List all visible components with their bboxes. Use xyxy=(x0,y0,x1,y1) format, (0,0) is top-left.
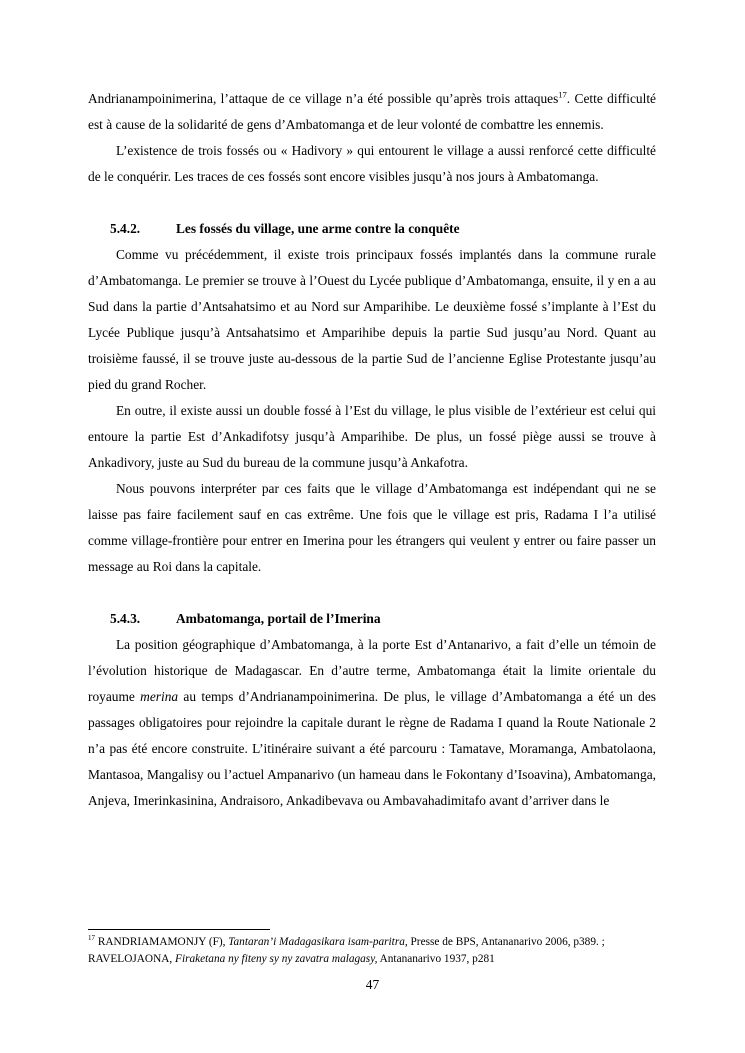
section-title: Les fossés du village, une arme contre la conquête xyxy=(176,221,460,236)
paragraph-text: La position géographique d’Ambatomanga, à la porte Est d’Antanarivo, a fait d’elle un témoin de l’évolution historique de Madagascar. En d’autre terme, Ambatomanga était la limite orientale du royaume xyxy=(88,637,656,704)
footnote-number: 17 xyxy=(88,934,95,943)
paragraph-intro xyxy=(88,86,656,138)
paragraph-text: Andrianampoinimerina, l’attaque de ce village n’a été possible qu’après trois attaques xyxy=(88,91,559,106)
footnote-title: Tantaran’i Madagasikara isam-paritra xyxy=(228,936,405,948)
page-number: 47 xyxy=(365,977,380,992)
footnote-title: Firaketana ny fiteny sy ny zavatra malagasy, xyxy=(175,953,378,965)
paragraph-text: . Cette difficulté est à cause de la solidarité de gens d’Ambatomanga et de leur volonté de combattre les ennemis. xyxy=(88,91,657,132)
paragraph-fosses-1: Comme vu précédemment, il existe trois principaux fossés implantés dans la commune rurale d’Ambatomanga. Le premier se trouve à l’Ouest du Lycée publique d’Ambatomanga, ensuite, il y en a au Sud dans la partie d’Antsahatsimo et au Nord sur Amparihibe. Le deuxième fossé s’implante à l’Est du Lycée Publique jusqu’à Antsahatsimo et Amparihibe depuis la partie Sud jusqu’au Nord. Quant au troisième faussé, il se trouve juste au-dessous de la partie Sud de l’ancienne Eglise Protestante jusqu’au pied du grand Rocher. xyxy=(88,247,656,392)
section-heading-5-4-3 xyxy=(88,606,656,632)
emphasis-text: merina xyxy=(140,689,179,704)
paragraph-portail xyxy=(88,632,656,814)
section-title: Ambatomanga, portail de l’Imerina xyxy=(176,611,381,626)
footnote-text: , Presse de BPS, Antananarivo 2006, p389. ; RAVELOJAONA, xyxy=(88,936,605,965)
section-number: 5.4.2. xyxy=(110,221,141,236)
page-body xyxy=(88,86,656,814)
section-heading-5-4-2 xyxy=(88,216,656,242)
footnote-separator xyxy=(88,929,270,930)
footnote-text: Antananarivo 1937, p281 xyxy=(377,953,495,965)
footnote xyxy=(88,934,656,968)
section-number: 5.4.3. xyxy=(110,611,141,626)
paragraph-fosses-2: En outre, il existe aussi un double fossé à l’Est du village, le plus visible de l’extérieur est celui qui entoure la partie Est d’Ankadifotsy jusqu’à Amparihibe. De plus, un fossé piège aussi se trouve à Ankadivory, juste au Sud du bureau de la commune jusqu’à Ankafotra. xyxy=(88,403,656,470)
paragraph-fosses-3: Nous pouvons interpréter par ces faits que le village d’Ambatomanga est indépendant qui ne se laisse pas faire facilement sauf en cas extrême. Une fois que le village est pris, Radama I l’a utilisé comme village-frontière pour entrer en Imerina pour les étrangers qui veulent y entrer ou faire passer un message au Roi dans la capitale. xyxy=(88,481,656,574)
paragraph-hadivory: L’existence de trois fossés ou « Hadivory » qui entourent le village a aussi renforcé cette difficulté de le conquérir. Les traces de ces fossés sont encore visibles jusqu’à nos jours à Ambatomanga. xyxy=(88,143,656,184)
footnote-text: RANDRIAMAMONJY (F), xyxy=(95,936,229,948)
footnote-reference[interactable]: 17 xyxy=(558,89,567,100)
paragraph-text: au temps d’Andrianampoinimerina. De plus, le village d’Ambatomanga a été un des passages obligatoires pour rejoindre la capitale durant le règne de Radama I quand la Route Nationale 2 n’a pas été encore construite. L’itinéraire suivant a été parcouru : Tamatave, Moramanga, Ambatolaona, Mantasoa, Mangalisy ou l’actuel Ampanarivo (un hameau dans le Fokontany d’Isoavina), Ambatomanga, Anjeva, Imerinkasinina, Andraisoro, Ankadibevava ou Ambavahadimitafo avant d’arriver dans le xyxy=(88,689,656,808)
